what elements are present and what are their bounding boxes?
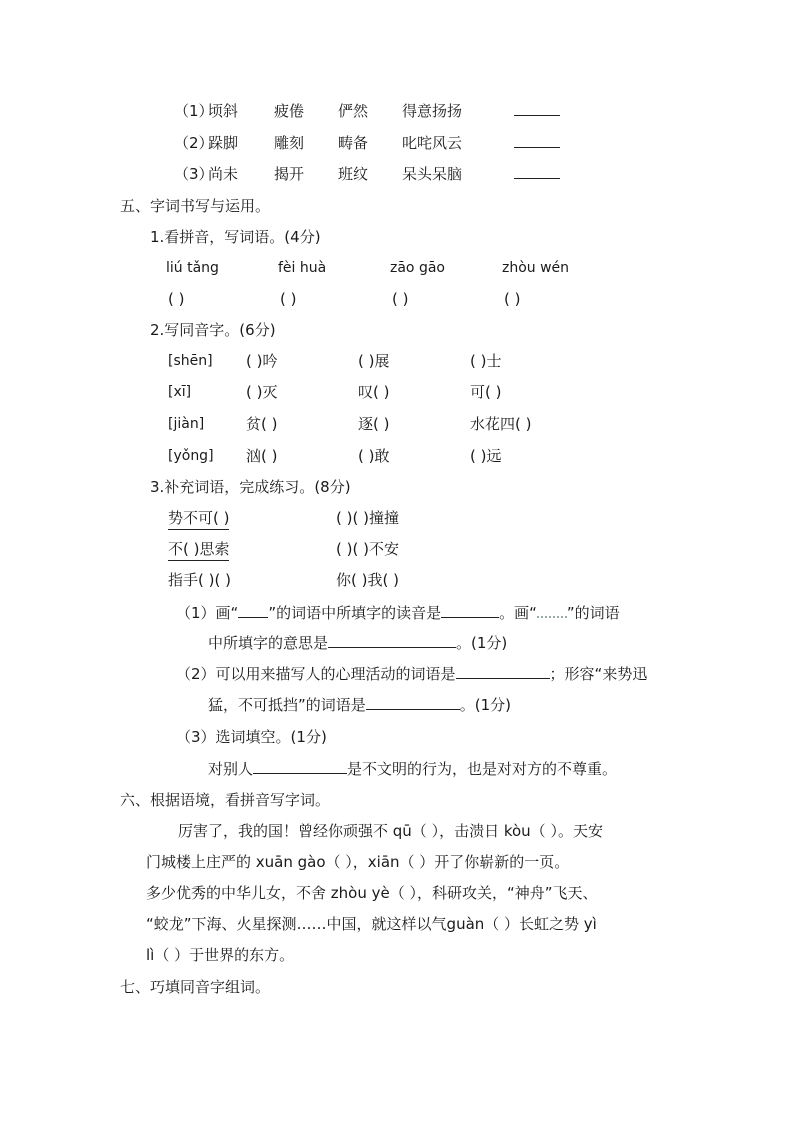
- row2-num: （2）: [174, 134, 214, 152]
- q3-sub1-line2-a: 中所填字的意思是: [208, 634, 329, 652]
- row1-word1: 顷斜: [208, 102, 239, 120]
- q3-sub1-blank1[interactable]: [441, 603, 499, 618]
- row3-word2: 揭开: [274, 165, 305, 183]
- q2-row2-c3[interactable]: 可( ): [470, 383, 502, 401]
- q2-row1-c1[interactable]: ( )吟: [246, 352, 278, 370]
- row3-num: （3）: [174, 165, 214, 183]
- wavy-underline-sample: [537, 602, 567, 618]
- q1-pinyin-3: zāo gāo: [390, 260, 445, 276]
- q3-sub2-line2-a: 猛，不可抵挡”的词语是: [208, 696, 366, 714]
- row3-answer-blank[interactable]: [514, 164, 560, 184]
- q3-sub1-line1: [176, 602, 620, 623]
- q3-sub3-title: （3）选词填空。(1分): [176, 728, 327, 746]
- q1-paren-3[interactable]: ( ): [392, 290, 409, 308]
- section6-title: 六、根据语境，看拼音写字词。: [120, 791, 331, 809]
- q1-pinyin-1: liú tǎng: [166, 260, 219, 276]
- row2-word4: 叱咤风云: [402, 134, 463, 152]
- q3-idiom-row3-b[interactable]: 你( )我( ): [336, 571, 399, 589]
- q2-row4-c2[interactable]: ( )敢: [358, 447, 390, 465]
- q3-sub1-line2-b: 。(1分): [456, 634, 508, 652]
- row3-word1: 尚未: [208, 165, 239, 183]
- q2-row4-pinyin: [yǒng]: [168, 448, 214, 464]
- q2-row3-pinyin: [jiàn]: [168, 416, 205, 432]
- q3-sub2-line2: [208, 695, 511, 715]
- q2-row1-c2[interactable]: ( )展: [358, 352, 390, 370]
- q3-sub1-c: 。画“: [499, 604, 537, 622]
- q3-sub3-blank[interactable]: [253, 759, 347, 774]
- q2-row2-c1[interactable]: ( )灭: [246, 383, 278, 401]
- q2-title: 2.写同音字。(6分): [150, 321, 276, 339]
- q3-sub1-a: （1）画“: [176, 604, 239, 622]
- underline-sample: [238, 603, 268, 618]
- section6-line4[interactable]: “蛟龙”下海、火星探测……中国，就这样以气guàn（ ）长虹之势 yì: [146, 915, 597, 933]
- row3-word3: 班纹: [338, 165, 369, 183]
- q1-pinyin-2: fèi huà: [278, 260, 327, 276]
- q3-idiom-row2-b[interactable]: ( )( )不安: [336, 540, 399, 558]
- row2-word3: 畴备: [338, 134, 369, 152]
- q3-sub1-d: ”的词语: [566, 604, 620, 622]
- q3-sub1-line2: [208, 633, 507, 653]
- q3-sub2-blank2[interactable]: [366, 695, 460, 710]
- q2-row1-pinyin: [shēn]: [168, 353, 213, 369]
- q2-row4-c3[interactable]: ( )远: [470, 447, 502, 465]
- row1-word2: 疲倦: [274, 102, 305, 120]
- q3-idiom-row1-a[interactable]: 势不可( ): [168, 508, 229, 530]
- q3-sub2-blank1[interactable]: [456, 664, 550, 679]
- q1-paren-4[interactable]: ( ): [504, 290, 521, 308]
- q2-row3-c1[interactable]: 贫( ): [246, 415, 278, 433]
- section6-line5[interactable]: lì（ ）于世界的东方。: [146, 946, 295, 964]
- q3-sub2-line2-b: 。(1分): [459, 696, 512, 714]
- row1-num: （1）: [174, 102, 214, 120]
- q3-title: 3.补充词语，完成练习。(8分): [150, 478, 351, 496]
- q3-sub2-b: ；形容“来势迅: [549, 665, 648, 683]
- row3-word4: 呆头呆脑: [402, 165, 463, 183]
- q2-row3-c3[interactable]: 水花四( ): [470, 415, 532, 433]
- q3-sub1-b: ”的词语中所填字的读音是: [268, 604, 442, 622]
- row2-word1: 跺脚: [208, 134, 239, 152]
- q3-idiom-row2-a[interactable]: 不( )思索: [168, 539, 229, 561]
- q1-title: 1.看拼音，写词语。(4分): [150, 228, 321, 246]
- q2-row3-c2[interactable]: 逐( ): [358, 415, 390, 433]
- q3-idiom-row3-a[interactable]: 指手( )( ): [168, 571, 231, 589]
- q2-row4-c1[interactable]: 汹( ): [246, 447, 278, 465]
- q2-row1-c3[interactable]: ( )士: [470, 352, 502, 370]
- section6-line3[interactable]: 多少优秀的中华儿女，不舍 zhòu yè（ ），科研攻关，“神舟”飞天、: [146, 884, 598, 902]
- q3-sub3-line-b: 是不文明的行为，也是对对方的不尊重。: [347, 760, 618, 778]
- q3-sub3-line-a: 对别人: [208, 760, 254, 778]
- row1-word3: 俨然: [338, 102, 369, 120]
- row1-answer-blank[interactable]: [514, 101, 560, 121]
- q2-row2-c2[interactable]: 叹( ): [358, 383, 390, 401]
- row2-word2: 雕刻: [274, 134, 305, 152]
- q3-sub1-blank2[interactable]: [328, 633, 456, 648]
- section7-title: 七、巧填同音字组词。: [120, 978, 271, 996]
- row1-word4: 得意扬扬: [402, 102, 463, 120]
- q3-sub2-a: （2）可以用来描写人的心理活动的词语是: [176, 665, 456, 683]
- section6-line2[interactable]: 门城楼上庄严的 xuān gào（ ），xiān（ ）开了你崭新的一页。: [146, 853, 570, 871]
- q3-idiom-row1-b[interactable]: ( )( )撞撞: [336, 509, 399, 527]
- q2-row2-pinyin: [xī]: [168, 384, 192, 400]
- q1-paren-1[interactable]: ( ): [168, 290, 185, 308]
- q3-sub3-line: [208, 759, 617, 779]
- q1-paren-2[interactable]: ( ): [280, 290, 297, 308]
- section6-line1[interactable]: 厉害了，我的国！曾经你顽强不 qū（ ），击溃日 kòu（ ）。天安: [178, 822, 603, 840]
- q1-pinyin-4: zhòu wén: [502, 260, 570, 276]
- row2-answer-blank[interactable]: [514, 133, 560, 153]
- section5-title: 五、字词书写与运用。: [120, 197, 271, 215]
- q3-sub2-line1: [176, 664, 647, 684]
